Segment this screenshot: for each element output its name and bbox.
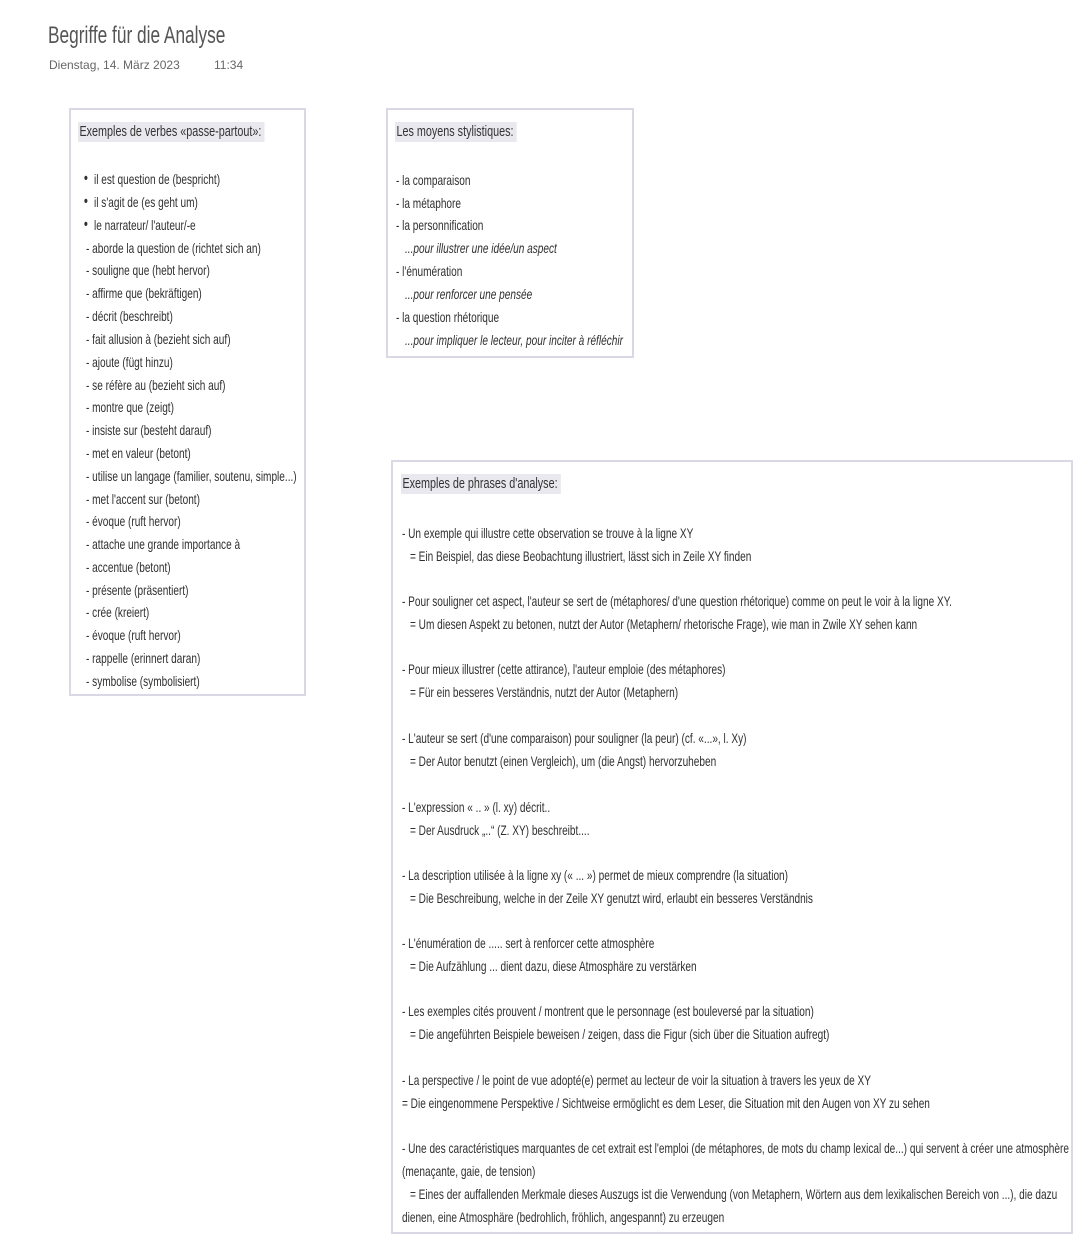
verbs-item: - affirme que (bekräftigen) <box>86 285 202 301</box>
phrase-de: = Eines der auffallenden Merkmale dieses Auszugs ist die Verwendung (von Metaphern, Wörtern aus dem lexikalischen Bereich von ...), die dazu <box>410 1186 1058 1202</box>
phrase-fr: - Une des caractéristiques marquantes de cet extrait est l'emploi (de métaphores, de mots du champ lexical de...) qui servent à créer une atmosphère <box>402 1140 1069 1156</box>
phrase-fr: - La perspective / le point de vue adopté(e) permet au lecteur de voir la situation à travers les yeux de XY <box>402 1072 871 1088</box>
verbs-item: - ajoute (fügt hinzu) <box>86 354 173 370</box>
verbs-bullet: • il est question de (bespricht) <box>94 171 220 187</box>
phrase-fr: - Un exemple qui illustre cette observation se trouve à la ligne XY <box>402 525 694 541</box>
stylistics-purpose: ...pour renforcer une pensée <box>405 286 533 302</box>
verbs-item: - se réfère au (bezieht sich auf) <box>86 377 226 393</box>
phrase-fr: - L'auteur se sert (d'une comparaison) pour souligner (la peur) (cf. «...», l. Xy) <box>402 730 747 746</box>
stylistics-purpose: ...pour impliquer le lecteur, pour inciter à réfléchir <box>405 332 623 348</box>
stylistics-item: - la comparaison <box>396 172 471 188</box>
phrase-fr: - Pour mieux illustrer (cette attirance), l'auteur emploie (des métaphores) <box>402 661 726 677</box>
phrase-de: = Die Beschreibung, welche in der Zeile XY genutzt wird, erlaubt ein besseres Verständnis <box>410 890 813 906</box>
phrase-fr: - La description utilisée à la ligne xy (« ... ») permet de mieux comprendre (la situation) <box>402 867 789 883</box>
verbs-item: - accentue (betont) <box>86 559 171 575</box>
stylistics-item: - la question rhétorique <box>396 309 500 325</box>
stylistics-item: - la métaphore <box>396 195 462 211</box>
verbs-item: - rappelle (erinnert daran) <box>86 650 201 666</box>
verbs-item: - utilise un langage (familier, soutenu, simple...) <box>86 468 297 484</box>
verbs-item: - décrit (beschreibt) <box>86 308 173 324</box>
phrase-de: = Die angeführten Beispiele beweisen / zeigen, dass die Figur (sich über die Situation aufregt) <box>410 1026 830 1042</box>
phrases-box[interactable] <box>391 460 1073 1234</box>
verbs-item: - évoque (ruft hervor) <box>86 513 181 529</box>
verbs-item: - met l'accent sur (betont) <box>86 491 200 507</box>
stylistics-heading: Les moyens stylistiques: <box>395 122 516 142</box>
stylistics-purpose: ...pour illustrer une idée/un aspect <box>405 240 557 256</box>
phrase-de: = Der Ausdruck „..“ (Z. XY) beschreibt.... <box>410 822 590 838</box>
phrase-fr: - L'expression « .. » (l. xy) décrit.. <box>402 799 551 815</box>
phrase-de: = Der Autor benutzt (einen Vergleich), um (die Angst) hervorzuheben <box>410 753 717 769</box>
verbs-item: - attache une grande importance à <box>86 536 241 552</box>
phrase-de: = Ein Beispiel, das diese Beobachtung illustriert, lässt sich in Zeile XY finden <box>410 548 752 564</box>
verbs-bullet: • il s'agit de (es geht um) <box>94 194 198 210</box>
page-date: Dienstag, 14. März 2023 <box>49 58 180 72</box>
verbs-item: - met en valeur (betont) <box>86 445 191 461</box>
phrase-fr: - Les exemples cités prouvent / montrent que le personnage (est bouleversé par la situation) <box>402 1003 814 1019</box>
phrase-de: = Für ein besseres Verständnis, nutzt der Autor (Metaphern) <box>410 684 679 700</box>
verbs-item: - aborde la question de (richtet sich an) <box>86 240 261 256</box>
page-title: Begriffe für die Analyse <box>48 22 226 49</box>
verbs-item: - évoque (ruft hervor) <box>86 627 181 643</box>
phrase-fr: - Pour souligner cet aspect, l'auteur se sert de (métaphores/ d'une question rhétorique) comme on peut le voir à la ligne XY. <box>402 593 952 609</box>
verbs-bullet: • le narrateur/ l'auteur/-e <box>94 217 196 233</box>
verbs-item: - crée (kreiert) <box>86 604 150 620</box>
verbs-item: - présente (präsentiert) <box>86 582 189 598</box>
phrase-de: = Die Aufzählung ... dient dazu, diese Atmosphäre zu verstärken <box>410 958 697 974</box>
phrase-fr-cont: (menaçante, gaie, de tension) <box>402 1163 536 1179</box>
phrase-de-cont: dienen, eine Atmosphäre (bedrohlich, fröhlich, angespannt) zu erzeugen <box>402 1209 725 1225</box>
page-time: 11:34 <box>214 58 244 72</box>
verbs-box[interactable] <box>69 108 306 696</box>
phrase-fr: - L'énumération de ..... sert à renforcer cette atmosphère <box>402 935 655 951</box>
phrase-de: = Die eingenommene Perspektive / Sichtweise ermöglicht es dem Leser, die Situation mit den Augen von XY zu sehen <box>402 1095 930 1111</box>
verbs-item: - fait allusion à (bezieht sich auf) <box>86 331 231 347</box>
stylistics-box[interactable] <box>386 108 634 358</box>
stylistics-item: - la personnification <box>396 217 484 233</box>
verbs-heading: Exemples de verbes «passe-partout»: <box>78 122 264 142</box>
phrase-de: = Um diesen Aspekt zu betonen, nutzt der Autor (Metaphern/ rhetorische Frage), wie man in Zwile XY sehen kann <box>410 616 918 632</box>
verbs-item: - montre que (zeigt) <box>86 399 174 415</box>
verbs-item: - symbolise (symbolisiert) <box>86 673 200 689</box>
stylistics-item: - l'énumération <box>396 263 463 279</box>
phrases-heading: Exemples de phrases d'analyse: <box>401 474 560 494</box>
verbs-item: - souligne que (hebt hervor) <box>86 262 210 278</box>
verbs-item: - insiste sur (besteht darauf) <box>86 422 212 438</box>
